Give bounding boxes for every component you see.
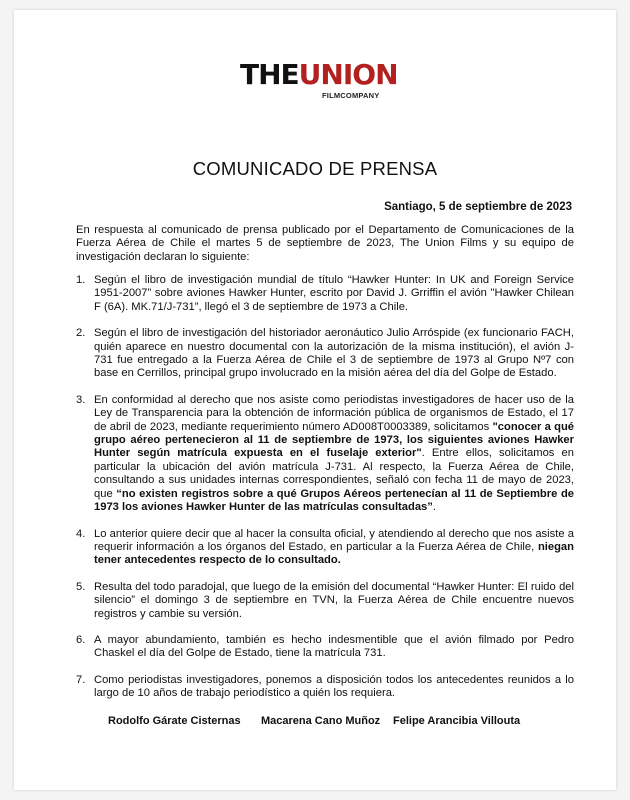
item-number: 6. [76, 633, 86, 646]
item-text: Como periodistas investigadores, ponemos a disposición todos los antecedentes reunidos a lo largo de 10 años de trabajo periodístico a quién los requiera. [94, 673, 574, 700]
item-number: 1. [76, 274, 86, 286]
item-number: 2. [76, 327, 86, 340]
item-number: 3. [76, 393, 86, 406]
logo-wordmark [240, 60, 420, 90]
item-text: Según el libro de investigación mundial de título “Hawker Hunter: In UK and Foreign Service 1951-2007” sobre aviones Hawker Hunter, escrito por David J. Grriffin el avión "Hawker Chilean F (6A). MK.71/J-731”, llegó el 3 de septiembre de 1973 a Chile. [94, 274, 574, 313]
item-text: Según el libro de investigación del historiador aeronáutico Julio Arróspide (ex funcionario FACH, quién aparece en nuestro documental con la autorización de la misma institución), el avión J-731 fue entregado a la Fuerza Aérea de Chile el 3 de septiembre de 1973 al Grupo Nº7 con base en Cerrillos, principal grupo involucrado en la misión aérea del día del Golpe de Estado. [94, 327, 574, 380]
logo-subtitle: FILMCOMPANY [322, 91, 380, 100]
item-bold-quote: “no existen registros sobre a qué Grupos Aéreos pertenecían al 11 de Septiembre de 1973 los aviones Hawker Hunter de las matrículas consultadas” [94, 487, 574, 514]
document-page [14, 10, 616, 790]
item-number: 7. [76, 673, 86, 686]
signature-felipe: Felipe Arancibia Villouta [393, 715, 521, 727]
item-text: . Entre ellos, solicitamos en particular la ubicación del avión matrícula J-731. Al respecto, la Fuerza Aérea de Chile, consultando a sus unidades internas correspondientes, señaló con fecha 11 de mayo de 2023, que [94, 447, 574, 500]
document-title: COMUNICADO DE PRENSA [192, 158, 438, 179]
logo-the: THE [240, 58, 299, 91]
item-number: 4. [76, 527, 86, 540]
list-item [76, 394, 574, 515]
intro-paragraph: En respuesta al comunicado de prensa publicado por el Departamento de Comunicaciones de la Fuerza Aérea de Chile el martes 5 de septiembre de 2023, The Union Films y su equipo de investigación declaran lo siguiente: [76, 224, 574, 263]
signature-macarena: Macarena Cano Muñoz [261, 715, 381, 727]
item-text: Lo anterior quiere decir que al hacer la consulta oficial, y atendiendo al derecho que nos asiste a requerir información a los órganos del Estado, en particular a la Fuerza Aérea de Chile, [94, 527, 574, 553]
item-text: A mayor abundamiento, también es hecho indesmentible que el avión filmado por Pedro Chaskel el día del Golpe de Estado, tiene la matrícula 731. [94, 633, 574, 660]
item-bold-text: niegan tener antecedentes respecto de lo consultado. [94, 540, 574, 567]
item-number: 5. [76, 580, 86, 593]
company-logo [240, 60, 420, 108]
statement-list [76, 274, 574, 714]
list-item [76, 274, 574, 314]
signature-rodolfo: Rodolfo Gárate Cisternas [108, 715, 241, 727]
list-item [76, 528, 574, 568]
list-item [76, 634, 574, 661]
item-bold-quote: "conocer a qué grupo aéreo pertenecieron al 11 de septiembre de 1973, los siguientes aviones Hawker Hunter según matrícula expuesta en el fuselaje exterior" [94, 420, 574, 460]
list-item [76, 327, 574, 381]
document-date: Santiago, 5 de septiembre de 2023 [384, 201, 572, 213]
logo-union: UNION [298, 58, 398, 91]
list-item [76, 674, 574, 701]
item-text: Resulta del todo paradojal, que luego de la emisión del documental “Hawker Hunter: El ruido del silencio” el domingo 3 de septiembre en TVN, la Fuerza Aérea de Chile encuentre nuevos registros y cambie su versión. [94, 580, 574, 620]
item-text: En conformidad al derecho que nos asiste como periodistas investigadores de hacer uso de la Ley de Transparencia para la obtención de información pública de organismos de Estado, el 17 de abril de 2023, mediante requerimiento número AD008T0003389, solicitamos [94, 393, 574, 433]
list-item [76, 581, 574, 621]
item-text: . [432, 501, 436, 514]
